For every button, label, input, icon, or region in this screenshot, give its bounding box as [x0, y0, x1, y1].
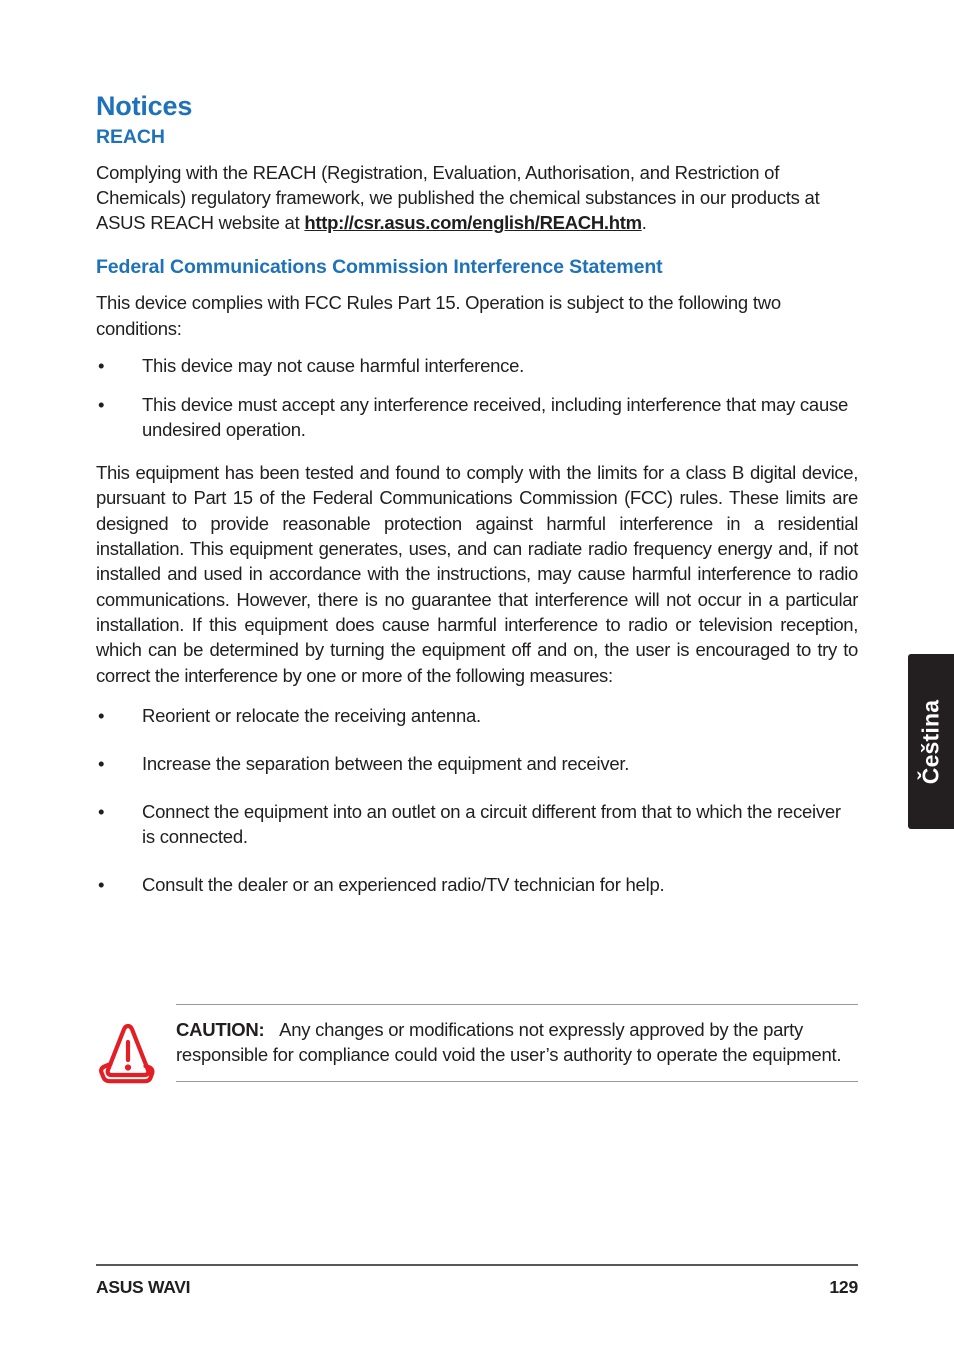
caution-cone-icon [98, 1020, 160, 1086]
fcc-measures-list [96, 704, 858, 898]
bullet-icon: • [98, 393, 105, 415]
fcc-body-paragraph: This equipment has been tested and found to comply with the limits for a class B digital device, pursuant to Part 15 of the Federal Communications Commission (FCC) rules. These limits are designed to provide reasonable protection against harmful interference in a residential installation. This equipment generates, uses, and can radiate radio frequency energy and, if not installed and used in accordance with the instructions, may cause harmful interference to radio communications. However, there is no guarantee that interference will not occur in a particular installation. If this equipment does cause harmful interference to radio or television reception, which can be determined by turning the equipment off and on, the user is encouraged to try to correct the interference by one or more of the following measures: [96, 461, 858, 686]
bullet-icon: • [98, 704, 105, 726]
section-heading-reach: REACH [96, 126, 165, 149]
caution-note [96, 1004, 858, 1082]
bullet-icon: • [98, 873, 105, 895]
reach-paragraph-period: . [641, 212, 647, 234]
side-tab-language[interactable] [908, 654, 954, 829]
footer-product-name: ASUS WAVI [96, 1277, 191, 1297]
reach-paragraph [96, 160, 858, 236]
footer-page-number: 129 [829, 1277, 858, 1297]
reach-paragraph-text: Complying with the REACH (Registration, Evaluation, Authorisation, and Restriction of Chemicals) regulatory framework, we published the chemical substances in our products at ASUS REACH website at [96, 161, 820, 234]
list-item-label: This device may not cause harmful interference. [142, 354, 525, 376]
list-item-label: Connect the equipment into an outlet on a circuit different from that to which the receiver is connected. [142, 800, 841, 847]
footer-row [96, 1277, 858, 1298]
list-item-label: Reorient or relocate the receiving antenna. [142, 704, 481, 726]
fcc-intro-paragraph: This device complies with FCC Rules Part 15. Operation is subject to the following two conditions: [96, 292, 781, 339]
list-item-label: Increase the separation between the equipment and receiver. [142, 752, 630, 774]
caution-note-text [176, 1018, 858, 1068]
list-item [96, 354, 858, 379]
footer-divider [96, 1264, 858, 1266]
caution-note-body [176, 1004, 858, 1082]
list-item [96, 752, 858, 777]
list-item [96, 873, 858, 898]
side-tab-label: Čeština [917, 699, 944, 784]
list-item [96, 800, 858, 850]
fcc-conditions-list [96, 354, 858, 443]
list-item [96, 704, 858, 729]
bullet-icon: • [98, 800, 105, 822]
caution-label: CAUTION: [176, 1019, 265, 1040]
list-item-label: Consult the dealer or an experienced radio/TV technician for help. [142, 873, 665, 895]
page-title: Notices [96, 91, 193, 121]
bullet-icon: • [98, 354, 105, 376]
caution-message: Any changes or modifications not expressly approved by the party responsible for compliance could void the user’s authority to operate the equipment. [176, 1019, 842, 1065]
list-item [96, 393, 858, 443]
list-item-label: This device must accept any interference received, including interference that may cause undesired operation. [142, 393, 849, 440]
page-footer [96, 1264, 858, 1298]
section-heading-fcc: Federal Communications Commission Interference Statement [96, 255, 663, 278]
reach-website-link[interactable]: http://csr.asus.com/english/REACH.htm [304, 212, 642, 234]
bullet-icon: • [98, 752, 105, 774]
page-content [96, 92, 858, 921]
